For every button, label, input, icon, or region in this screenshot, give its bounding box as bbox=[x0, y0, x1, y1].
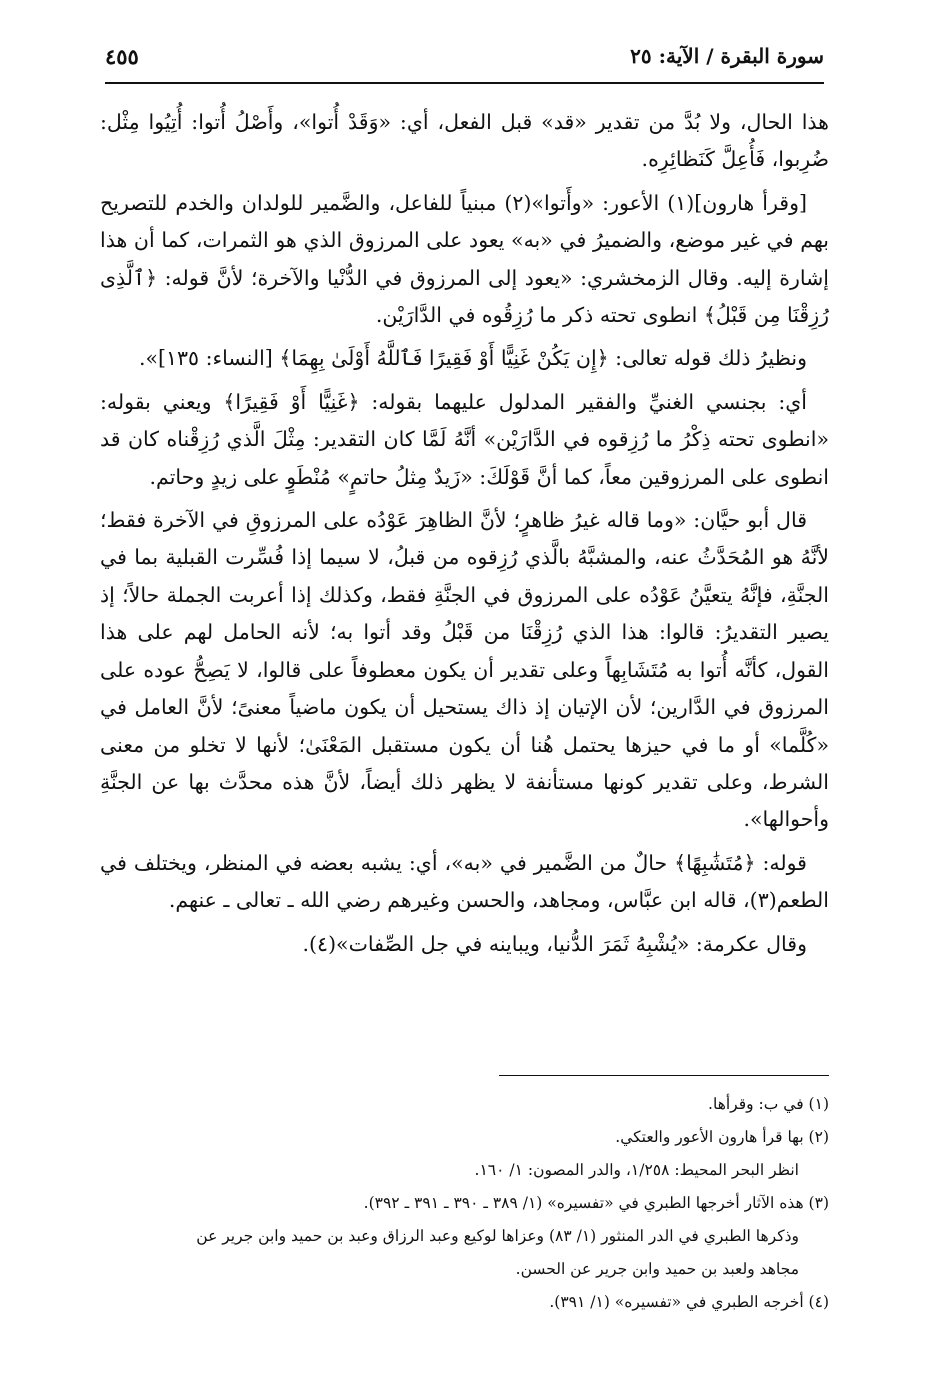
footnote: (٢) بها قرأ هارون الأعور والعتكي. bbox=[615, 1128, 829, 1146]
footnote-continuation: مجاهد ولعبد بن حميد وابن جرير عن الحسن. bbox=[515, 1260, 799, 1278]
footnote: (٤) أخرجه الطبري في «تفسيره» (١/ ٣٩١). bbox=[549, 1293, 829, 1311]
paragraph: قال أبو حيَّان: «وما قاله غيرُ ظاهرٍ؛ لأنَّ الظاهِرَ عَوْدُه على المرزوقِ في الآخرة فقط؛ لأنَّهُ هو المُحَدَّثُ عنه، والمشبَّهُ بالَّذي رُزِقوه من قبلُ، لا سيما إذا فُسِّرت القبلية بما في الجنَّةِ، فإنَّهُ يتعيَّنُ عَوْدُه على المرزوق في الجنَّةِ فقط، وكذلك إذا أعربت الجملة حالاً؛ إذ يصير التقديرُ: قالوا: هذا الذي رُزِقْنَا من قَبْلُ وقد أتوا به؛ لأنه الحامل لهم على هذا القول، كأنَّه أُتوا به مُتَشَابِهاً وعلى تقدير أن يكون معطوفاً على قالوا، لا يَصِحُّ عوده على المرزوق في الدَّارين؛ لأن الإتيان إذ ذاك يستحيل أن يكون ماضياً معنىً؛ لأنَّ العامل في «كُلَّما» أو ما في حيزها يحتمل هُنا أن يكون مستقبل المَعْنَىٰ؛ لأنها لا تخلو من معنى الشرط، وعلى تقدير كونها مستأنفة لا يظهر ذلك أيضاً، لأنَّ هذه محدَّث بها عن الجنَّةِ وأحوالها». bbox=[100, 508, 829, 832]
paragraph: ونظيرُ ذلك قوله تعالى: ﴿إِن يَكُنْ غَنِيًّا أَوْ فَقِيرًا فَٱللَّهُ أَوْلَىٰ بِهِمَا﴾ [النساء: ١٣٥]». bbox=[138, 346, 807, 371]
paragraph: هذا الحال، ولا بُدَّ من تقدير «قد» قبل الفعل، أي: «وَقَدْ أُتوا»، وأَصْلُ أُتوا: أُتِيُوا مِثْل: ضُرِبوا، فَأُعِلَّ كَنَظائِرِه. bbox=[100, 110, 829, 172]
footnote-separator bbox=[499, 1075, 829, 1076]
main-text bbox=[100, 104, 829, 969]
footnote: (٣) هذه الآثار أخرجها الطبري في «تفسيره» (١/ ٣٨٩ ـ ٣٩٠ ـ ٣٩١ ـ ٣٩٢). bbox=[363, 1194, 829, 1212]
running-title: سورة البقرة / الآية: ٢٥ bbox=[630, 44, 824, 68]
paragraph: أي: بجنسي الغنيِّ والفقير المدلول عليهما بقوله: ﴿غَنِيًّا أَوْ فَقِيرًا﴾ ويعني بقوله: «انطوى تحته ذِكْرُ ما رُزِقوه في الدَّارَيْن» أنَّهُ لَمَّا كان التقدير: مِثْلَ الَّذي رُزِقْناه كان قد انطوى على المرزوقين معاً، كما أنَّ قَوْلَكَ: «زَيدٌ مِثلُ حاتمٍ» مُنْطَوٍ على زيدٍ وحاتم. bbox=[100, 389, 829, 489]
paragraph: وقال عكرمة: «يُشْبِهُ ثَمَرَ الدُّنيا، ويباينه في جل الصِّفات»(٤). bbox=[302, 931, 807, 956]
footnote: (١) في ب: وقرأها. bbox=[708, 1095, 829, 1113]
page-header bbox=[105, 40, 824, 84]
paragraph: [وقرأ هارون](١) الأعور: «وأَتوا»(٢) مبنياً للفاعل، والضَّمير للولدان والخدم للتصريح بهم في غير موضع، والضميرُ في «به» يعود على المرزوق الذي هو الثمرات، كما أن هذا إشارة إليه. وقال الزمخشري: «يعود إلى المرزوق في الدُّنْيا والآخرة؛ لأنَّ قوله: ﴿ٱلَّذِى رُزِقْنَا مِن قَبْلُ﴾ انطوى تحته ذكر ما رُزِقُوه في الدَّارَيْن. bbox=[100, 190, 829, 328]
footnotes bbox=[100, 1088, 829, 1319]
footnote-continuation: انظر البحر المحيط: ١/٢٥٨، والدر المصون: ١/ ١٦٠. bbox=[474, 1161, 799, 1179]
footnote-continuation: وذكرها الطبري في الدر المنثور (١/ ٨٣) وعزاها لوكيع وعبد الرزاق وعبد بن حميد وابن جرير عن bbox=[196, 1227, 799, 1245]
paragraph: قوله: ﴿مُتَشَٰبِهًا﴾ حالٌ من الضَّمير في «به»، أي: يشبه بعضه في المنظر، ويختلف في الطعم(٣)، قاله ابن عبَّاس، ومجاهد، والحسن وغيرهم رضي الله ـ تعالى ـ عنهم. bbox=[100, 850, 829, 913]
page-number: ٤٥٥ bbox=[105, 44, 139, 69]
